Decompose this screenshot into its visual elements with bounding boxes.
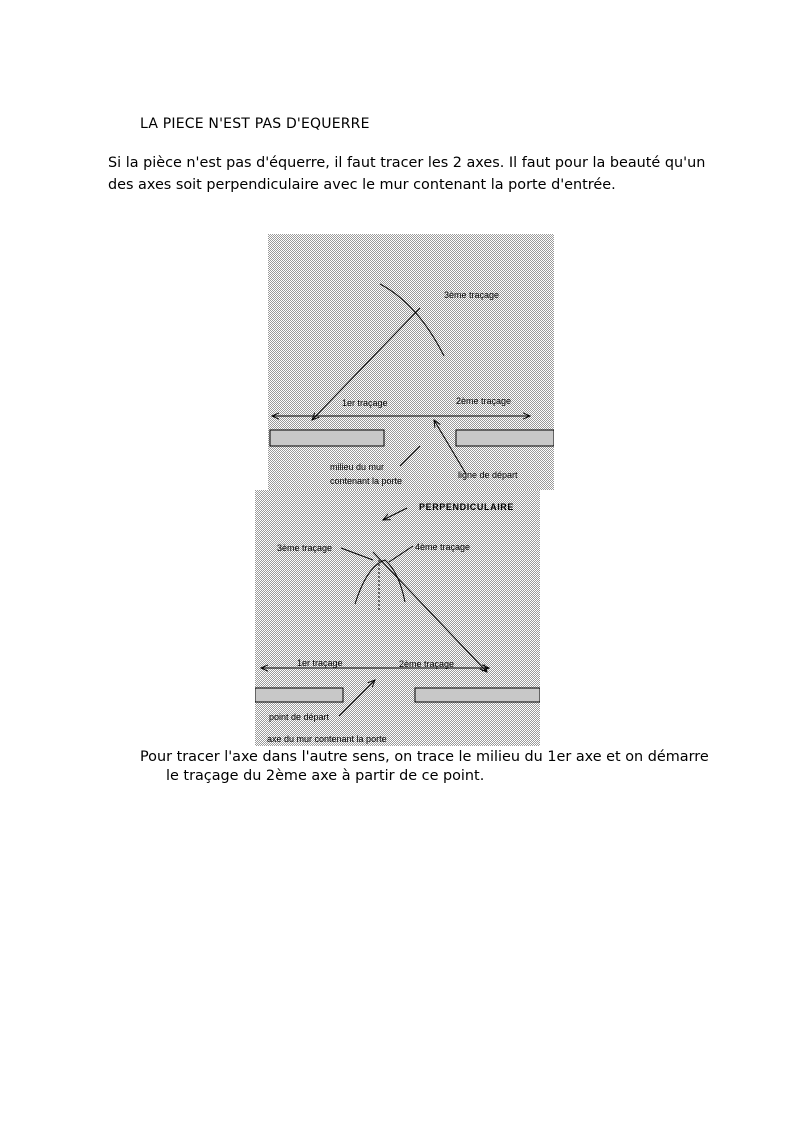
label-second-tracing: 2ème traçage: [399, 659, 455, 669]
outro-paragraph: Pour tracer l'axe dans l'autre sens, on trace le milieu du 1er axe et on démarre le traçage du 2ème axe à partir de ce point.: [140, 749, 709, 784]
wall-right: [415, 688, 540, 702]
wall-right: [456, 430, 554, 446]
label-start-line: ligne de départ: [458, 470, 518, 480]
label-wall-middle-2: contenant la porte: [330, 476, 403, 486]
diagram-background: [255, 490, 540, 746]
label-third-tracing: 3ème traçage: [444, 290, 500, 300]
diagram-second-axis: [255, 490, 540, 746]
label-perpendicular: PERPENDICULAIRE: [419, 502, 515, 512]
label-start-point: point de départ: [269, 712, 330, 722]
label-first-tracing: 1er traçage: [297, 658, 343, 668]
label-wall-middle-1: milieu du mur: [330, 462, 385, 472]
label-third-tracing: 3ème traçage: [277, 543, 333, 553]
diagram-first-axis: [268, 234, 554, 490]
page-title: LA PIECE N'EST PAS D'EQUERRE: [140, 116, 370, 132]
label-fourth-tracing: 4ème traçage: [415, 542, 471, 552]
wall-left: [255, 688, 343, 702]
intro-paragraph: Si la pièce n'est pas d'équerre, il faut tracer les 2 axes. Il faut pour la beauté qu'un des axes soit perpendiculaire avec le mur contenant la porte d'entrée.: [108, 155, 706, 193]
label-wall-axis: axe du mur contenant la porte: [267, 734, 387, 744]
label-second-tracing: 2ème traçage: [456, 396, 512, 406]
diagram-background: [268, 234, 554, 490]
label-first-tracing: 1er traçage: [342, 398, 388, 408]
wall-left: [270, 430, 384, 446]
